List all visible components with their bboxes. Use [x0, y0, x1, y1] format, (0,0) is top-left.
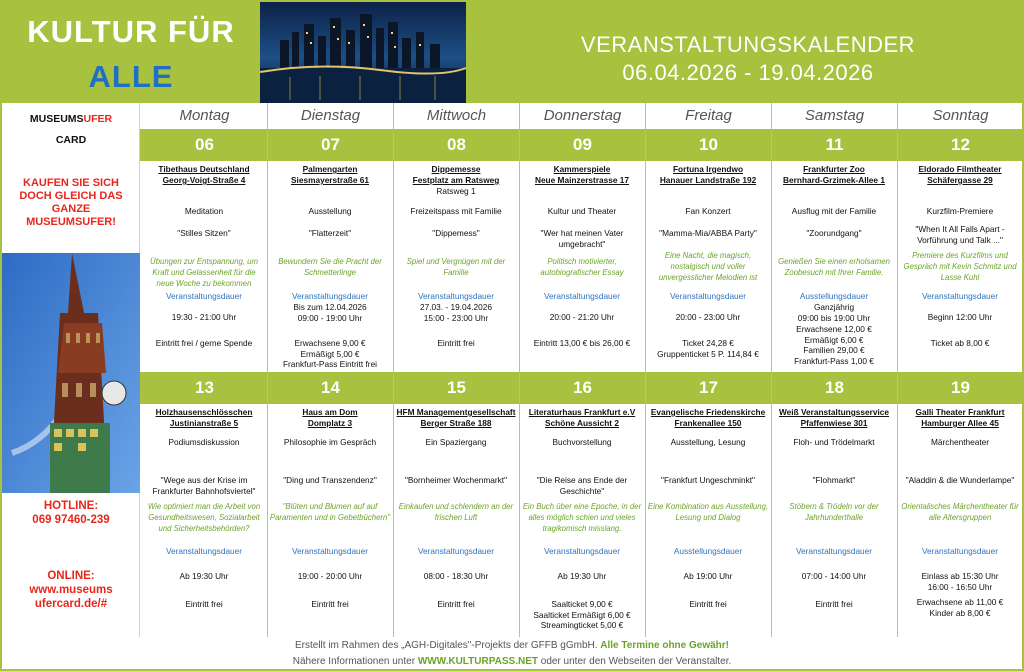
date-number: 13 — [195, 378, 214, 397]
event-venue[interactable]: Kammerspiele — [553, 164, 611, 174]
event-description: Politisch motivierter, autobiografischer Essay — [540, 257, 624, 277]
event-title: "Stilles Sitzen" — [177, 228, 231, 238]
event-type: Buchvorstellung — [552, 437, 612, 447]
event-duration-label: Veranstaltungsdauer — [669, 291, 747, 301]
event-time: 27.03. - 19.04.2026 — [420, 302, 492, 312]
event-duration-label: Veranstaltungsdauer — [921, 291, 999, 301]
event-type: Podiumsdiskussion — [168, 437, 240, 447]
event-cell — [897, 164, 1023, 372]
event-address-extra: Ratsweg 1 — [436, 186, 476, 196]
event-venue[interactable]: Weiß Veranstaltungsservice — [778, 407, 890, 417]
event-cell — [393, 407, 519, 615]
event-price: Erwachsene 9,00 € — [294, 338, 366, 348]
date-number: 06 — [195, 135, 214, 154]
event-address: Neue Mainzerstrasse 17 — [534, 175, 630, 185]
event-type: Floh- und Trödelmarkt — [793, 437, 875, 447]
event-cell — [141, 407, 267, 615]
event-cell — [267, 164, 393, 372]
event-duration-label: Ausstellungsdauer — [673, 546, 743, 556]
event-price: Eintritt frei / gerne Spende — [155, 338, 253, 348]
event-time: 07:00 - 14:00 Uhr — [801, 571, 867, 581]
event-type: Fan Konzert — [685, 206, 731, 216]
card-name-part1: MUSEUMS — [29, 113, 84, 125]
event-time: 19:00 - 20:00 Uhr — [297, 571, 363, 581]
event-time: Ab 19:00 Uhr — [683, 571, 733, 581]
event-address: Schöne Aussicht 2 — [545, 418, 619, 428]
event-duration-label: Veranstaltungsdauer — [165, 291, 243, 301]
event-price: Gruppenticket 5 P. 114,84 € — [657, 348, 759, 359]
event-address: Hanauer Landstraße 192 — [659, 175, 757, 185]
event-cell — [519, 407, 645, 630]
event-price: Streamingticket 5,00 € — [540, 620, 624, 630]
event-price: Eintritt frei — [437, 338, 475, 348]
event-venue[interactable]: Literaturhaus Frankfurt e.V — [528, 407, 636, 417]
event-price: Ermäßigt 6,00 € — [804, 334, 864, 345]
event-type: Ausflug mit der Familie — [791, 206, 877, 216]
date-number: 16 — [573, 378, 592, 397]
event-duration-label: Veranstaltungsdauer — [543, 546, 621, 556]
hotline-number[interactable]: 069 97460-239 — [32, 514, 110, 526]
event-time: Ab 19:30 Uhr — [179, 571, 229, 581]
date-number: 08 — [447, 135, 466, 154]
date-number: 10 — [699, 135, 718, 154]
date-number: 11 — [825, 135, 844, 154]
event-title: "Wege aus der Krise im Frankfurter Bahnhofsviertel" — [152, 475, 256, 496]
footer-disclaimer: Alle Termine ohne Gewähr! — [600, 640, 730, 651]
date-number: 17 — [699, 378, 718, 397]
event-cell — [519, 164, 645, 372]
event-address: Berger Straße 188 — [420, 418, 492, 428]
event-time: Bis zum 12.04.2026 — [293, 302, 367, 312]
event-description: Stöbern & Trödeln vor der Jahrhunderthalle — [789, 502, 879, 522]
event-duration-label: Veranstaltungsdauer — [543, 291, 621, 301]
event-title: "Die Reise ans Ende der Geschichte" — [536, 475, 628, 496]
event-venue[interactable]: Holzhausenschlösschen — [155, 407, 253, 417]
event-price: Erwachsene 12,00 € — [796, 324, 872, 334]
event-time: 09:00 - 19:00 Uhr — [297, 312, 363, 323]
event-price: Kinder ab 8,00 € — [929, 607, 991, 618]
event-description: Ein Buch über eine Epoche, in der alles möglich schien und vieles tragikomisch misslang. — [522, 502, 642, 533]
day-name-saturday: Samstag — [804, 107, 865, 124]
event-title: "When It All Falls Apart - Vorführung und Talk ..." — [915, 224, 1005, 245]
footer — [2, 638, 1022, 670]
event-time: 20:00 - 21:20 Uhr — [549, 312, 615, 322]
brand-title-line1: KULTUR FÜR — [27, 14, 235, 49]
event-time: 09:00 bis 19:00 Uhr — [797, 312, 871, 323]
event-type: Kultur und Theater — [547, 206, 617, 216]
event-price: Eintritt frei — [437, 599, 475, 609]
footer-credit: Erstellt im Rahmen des „AGH-Digitales"-Projekts der GFFB gGmbH. — [294, 640, 598, 651]
online-url-part1[interactable]: www.museums — [29, 584, 113, 596]
footer-line2 — [2, 654, 1022, 670]
event-duration-label: Veranstaltungsdauer — [921, 546, 999, 556]
event-address: Justinianstraße 5 — [169, 418, 239, 428]
event-duration-label: Veranstaltungsdauer — [417, 291, 495, 301]
event-type: Ausstellung, Lesung — [670, 437, 746, 447]
brand-title-line2: ALLE — [88, 59, 174, 94]
event-title: "Flatterzeit" — [308, 228, 352, 238]
event-address: Siesmayerstraße 61 — [291, 175, 369, 185]
calendar-date-range: 06.04.2026 - 19.04.2026 — [622, 60, 874, 85]
event-duration-label: Ausstellungsdauer — [799, 291, 869, 301]
event-address: Schäfergasse 29 — [927, 175, 993, 185]
event-type: Ein Spaziergang — [425, 437, 487, 447]
event-title: "Mamma-Mia/ABBA Party" — [659, 228, 757, 238]
day-name-monday: Montag — [179, 107, 230, 124]
event-price: Eintritt frei — [311, 599, 349, 609]
event-type: Freizeitspass mit Familie — [410, 206, 502, 216]
tower-photo — [2, 253, 140, 493]
event-venue[interactable]: Dippemesse — [431, 164, 481, 174]
event-duration-label: Veranstaltungsdauer — [291, 546, 369, 556]
event-description: Übungen zur Entspannung, um Kraft und Gelassenheit für die neue Woche zu bekommen — [150, 257, 258, 288]
online-info — [2, 569, 140, 611]
event-price: Erwachsene ab 11,00 € — [916, 597, 1004, 607]
event-price: Frankfurt-Pass Eintritt frei — [282, 359, 378, 369]
event-cell — [393, 164, 519, 372]
header-banner — [2, 2, 1022, 103]
event-venue[interactable]: Eldorado Filmtheater — [918, 164, 1002, 174]
event-description: Eine Nacht, die magisch, nostalgisch und voller unvergesslicher Melodien ist — [658, 251, 758, 282]
day-name-wednesday: Mittwoch — [426, 107, 487, 124]
event-title: "Frankfurt Ungeschminkt" — [661, 475, 755, 485]
event-address: Hamburger Allee 45 — [921, 418, 999, 428]
event-description: Genießen Sie einen erholsamen Zoobesuch mit Ihrer Familie. — [778, 257, 890, 277]
event-duration-label: Veranstaltungsdauer — [291, 291, 369, 301]
event-type: Philosophie im Gespräch — [283, 437, 377, 447]
event-title: "Flohmarkt" — [812, 475, 856, 485]
event-price: Frankfurt-Pass 1,00 € — [794, 355, 874, 366]
event-time: 15:00 - 23:00 Uhr — [423, 312, 489, 323]
event-cell — [645, 164, 771, 372]
card-name-line2: CARD — [55, 134, 87, 146]
event-venue[interactable]: Galli Theater Frankfurt — [915, 407, 1005, 417]
event-time: 20:00 - 23:00 Uhr — [675, 312, 741, 322]
event-address: Pfaffenwiese 301 — [800, 418, 868, 428]
date-number: 18 — [825, 378, 844, 397]
event-venue[interactable]: HFM Managementgesellschaft — [396, 407, 516, 417]
event-venue[interactable]: Tibethaus Deutschland — [158, 164, 250, 174]
event-time: 08:00 - 18:30 Uhr — [423, 571, 489, 581]
event-title: "Dippemess" — [432, 228, 480, 238]
event-cell — [771, 164, 897, 372]
day-name-tuesday: Dienstag — [300, 107, 361, 124]
event-price: Eintritt frei — [185, 599, 223, 609]
event-time: Einlass ab 15:30 Uhr — [921, 571, 999, 581]
event-duration-label: Veranstaltungsdauer — [795, 546, 873, 556]
event-description: Premiere des Kurzfilms und Gespräch mit Kevin Schmitz und Lasse Kuhl — [903, 251, 1017, 282]
event-type: Märchentheater — [930, 437, 990, 447]
event-cell — [771, 407, 897, 615]
footer-line1 — [2, 638, 1022, 654]
event-cell — [897, 407, 1023, 618]
event-description: Bewundern Sie die Pracht der Schmetterlinge — [278, 257, 382, 277]
event-duration-label: Veranstaltungsdauer — [165, 546, 243, 556]
event-address: Bernhard-Grzimek-Allee 1 — [783, 175, 885, 185]
event-title: "Zoorundgang" — [806, 228, 862, 238]
date-number: 07 — [321, 135, 340, 154]
event-address: Frankenallee 150 — [674, 418, 742, 428]
event-cell — [141, 164, 267, 372]
date-number: 19 — [951, 378, 970, 397]
event-type: Meditation — [184, 206, 224, 216]
event-description: Einkaufen und schlendern an der frischen Luft — [398, 502, 514, 522]
frankfurt-skyline-photo — [260, 2, 466, 103]
day-name-sunday: Sonntag — [932, 107, 989, 124]
event-price: Ermäßigt 5,00 € — [300, 348, 360, 359]
event-time: 16:00 - 16:50 Uhr — [927, 581, 993, 592]
date-number: 09 — [573, 135, 592, 154]
event-venue[interactable]: Evangelische Friedenskirche — [650, 407, 766, 417]
footer-info-suffix: oder unter den Webseiten der Veranstalter. — [540, 656, 732, 667]
event-price: Eintritt frei — [689, 599, 727, 609]
online-url-part2[interactable]: ufercard.de/# — [34, 598, 108, 610]
hotline-label: HOTLINE: — [43, 500, 99, 512]
event-duration-label: Veranstaltungsdauer — [417, 546, 495, 556]
hotline-info — [2, 499, 140, 527]
event-description: Eine Kombination aus Ausstellung, Lesung und Dialog — [647, 502, 769, 522]
event-price: Eintritt frei — [815, 599, 853, 609]
museumsufer-card-logo — [2, 109, 140, 151]
event-price: Saalticket 9,00 € — [551, 599, 613, 609]
event-price: Eintritt 13,00 € bis 26,00 € — [533, 338, 631, 348]
event-title: "Wer hat meinen Vater umgebracht" — [540, 228, 624, 249]
date-number: 12 — [951, 135, 970, 154]
event-time: Beginn 12:00 Uhr — [927, 312, 993, 322]
event-venue[interactable]: Haus am Dom — [302, 407, 358, 417]
event-description: Spiel und Vergnügen mit der Familie — [406, 257, 506, 277]
event-title: "Ding und Transzendenz" — [283, 475, 377, 485]
event-description: Wie optimiert man die Arbeit von Gesundheitswesen, Sozialarbeit und Sicherheitsbehörden? — [147, 502, 261, 533]
event-title: "Aladdin & die Wunderlampe" — [905, 475, 1015, 485]
event-venue[interactable]: Palmengarten — [302, 164, 358, 174]
event-price: Saalticket Ermäßigt 6,00 € — [533, 609, 631, 620]
footer-website-link[interactable]: WWW.KULTURPASS.NET — [417, 656, 538, 667]
event-address: Domplatz 3 — [307, 418, 353, 428]
day-name-thursday: Donnerstag — [543, 107, 622, 124]
event-description: Orientalisches Märchentheater für alle Altersgruppen — [901, 502, 1019, 522]
event-cell — [645, 407, 771, 615]
event-title: "Bornheimer Wochenmarkt" — [404, 475, 508, 485]
promo-text: KAUFEN SIE SICH DOCH GLEICH DAS GANZE MUSEUMSUFER! — [19, 177, 123, 228]
event-address: Festplatz am Ratsweg — [412, 175, 500, 185]
day-name-friday: Freitag — [685, 107, 732, 124]
event-price: Ticket ab 8,00 € — [930, 338, 990, 348]
date-number: 14 — [321, 378, 340, 397]
sidebar — [2, 103, 140, 637]
event-cell — [267, 407, 393, 615]
date-number: 15 — [447, 378, 466, 397]
calendar-title: VERANSTALTUNGSKALENDER — [580, 32, 916, 57]
card-name-part2: UFER — [83, 113, 113, 125]
online-label: ONLINE: — [47, 570, 95, 582]
event-type: Ausstellung — [308, 206, 352, 216]
event-price: Familien 29,00 € — [803, 345, 865, 355]
event-venue[interactable]: Frankfurter Zoo — [803, 164, 865, 174]
event-description: "Blüten und Blumen auf auf Paramenten und in Gebetbüchern" — [269, 502, 391, 522]
event-time: Ab 19:30 Uhr — [557, 571, 607, 581]
event-venue[interactable]: Fortuna Irgendwo — [672, 164, 744, 174]
event-time: 19:30 - 21:00 Uhr — [171, 312, 237, 322]
event-time: Ganzjährig — [813, 302, 855, 312]
event-type: Kurzfilm-Premiere — [926, 206, 994, 216]
event-price: Ticket 24,28 € — [682, 338, 734, 348]
footer-info-prefix: Nähere Informationen unter — [292, 656, 416, 667]
event-address: Georg-Voigt-Straße 4 — [162, 175, 246, 185]
